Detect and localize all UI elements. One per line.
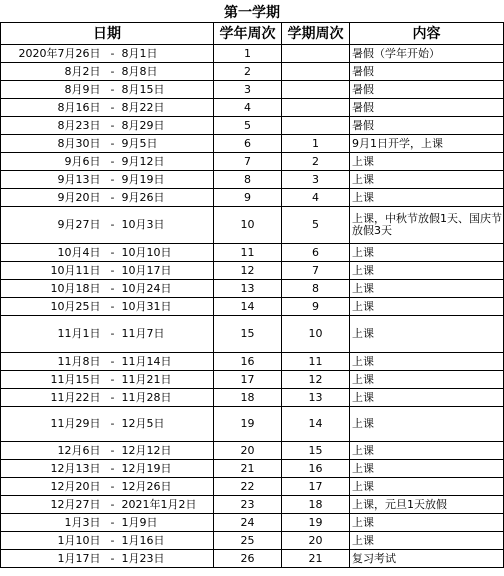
year-week-cell: 17 — [214, 371, 282, 389]
date-separator-cell: - — [105, 135, 121, 153]
table-row — [1, 45, 504, 63]
date-separator-cell: - — [105, 262, 121, 280]
content-cell: 上课 — [350, 171, 504, 189]
table-row — [1, 532, 504, 550]
start-date-cell: 11月29日 — [1, 407, 105, 442]
semester-week-cell: 2 — [282, 153, 350, 171]
content-cell: 上课，元旦1天放假 — [350, 496, 504, 514]
year-week-cell: 7 — [214, 153, 282, 171]
start-date-cell: 2020年7月26日 — [1, 45, 105, 63]
date-separator-cell: - — [105, 81, 121, 99]
header-content: 内容 — [350, 23, 504, 45]
start-date-cell: 10月11日 — [1, 262, 105, 280]
end-date-cell: 8月8日 — [121, 63, 214, 81]
table-row — [1, 371, 504, 389]
end-date-cell: 1月9日 — [121, 514, 214, 532]
end-date-cell: 10月10日 — [121, 244, 214, 262]
start-date-cell: 11月22日 — [1, 389, 105, 407]
year-week-cell: 13 — [214, 280, 282, 298]
table-row — [1, 550, 504, 568]
content-cell: 上课 — [350, 389, 504, 407]
semester-week-cell: 4 — [282, 189, 350, 207]
semester-week-cell: 16 — [282, 460, 350, 478]
year-week-cell: 20 — [214, 442, 282, 460]
table-row — [1, 63, 504, 81]
semester-week-cell: 14 — [282, 407, 350, 442]
end-date-cell: 12月5日 — [121, 407, 214, 442]
end-date-cell: 8月1日 — [121, 45, 214, 63]
start-date-cell: 8月9日 — [1, 81, 105, 99]
year-week-cell: 11 — [214, 244, 282, 262]
year-week-cell: 9 — [214, 189, 282, 207]
content-cell: 上课 — [350, 514, 504, 532]
table-row — [1, 460, 504, 478]
semester-week-cell: 6 — [282, 244, 350, 262]
end-date-cell: 11月7日 — [121, 316, 214, 353]
content-cell: 上课 — [350, 353, 504, 371]
content-cell: 上课 — [350, 280, 504, 298]
start-date-cell: 9月6日 — [1, 153, 105, 171]
start-date-cell: 8月30日 — [1, 135, 105, 153]
content-cell: 上课 — [350, 371, 504, 389]
date-separator-cell: - — [105, 550, 121, 568]
table-row — [1, 244, 504, 262]
date-separator-cell: - — [105, 407, 121, 442]
table-row — [1, 496, 504, 514]
year-week-cell: 8 — [214, 171, 282, 189]
table-row — [1, 353, 504, 371]
semester-week-cell: 11 — [282, 353, 350, 371]
table-row — [1, 153, 504, 171]
header-row — [1, 23, 504, 45]
start-date-cell: 1月17日 — [1, 550, 105, 568]
date-separator-cell: - — [105, 442, 121, 460]
semester-week-cell: 3 — [282, 171, 350, 189]
start-date-cell: 8月23日 — [1, 117, 105, 135]
year-week-cell: 3 — [214, 81, 282, 99]
end-date-cell: 2021年1月2日 — [121, 496, 214, 514]
date-separator-cell: - — [105, 153, 121, 171]
date-separator-cell: - — [105, 189, 121, 207]
end-date-cell: 8月29日 — [121, 117, 214, 135]
year-week-cell: 18 — [214, 389, 282, 407]
start-date-cell: 12月27日 — [1, 496, 105, 514]
end-date-cell: 12月26日 — [121, 478, 214, 496]
end-date-cell: 10月24日 — [121, 280, 214, 298]
start-date-cell: 10月18日 — [1, 280, 105, 298]
semester-week-cell: 1 — [282, 135, 350, 153]
end-date-cell: 10月3日 — [121, 207, 214, 244]
sheet-title: 第一学期 — [224, 4, 281, 21]
content-cell: 上课 — [350, 478, 504, 496]
table-row — [1, 316, 504, 353]
start-date-cell: 9月20日 — [1, 189, 105, 207]
start-date-cell: 11月1日 — [1, 316, 105, 353]
date-separator-cell: - — [105, 171, 121, 189]
date-separator-cell: - — [105, 207, 121, 244]
semester-week-cell: 13 — [282, 389, 350, 407]
end-date-cell: 10月31日 — [121, 298, 214, 316]
end-date-cell: 9月5日 — [121, 135, 214, 153]
year-week-cell: 15 — [214, 316, 282, 353]
content-cell: 上课 — [350, 244, 504, 262]
table-row — [1, 117, 504, 135]
date-separator-cell: - — [105, 496, 121, 514]
content-cell: 上课 — [350, 298, 504, 316]
start-date-cell: 10月25日 — [1, 298, 105, 316]
date-separator-cell: - — [105, 460, 121, 478]
date-separator-cell: - — [105, 298, 121, 316]
date-separator-cell: - — [105, 371, 121, 389]
date-separator-cell: - — [105, 280, 121, 298]
content-cell: 上课 — [350, 460, 504, 478]
start-date-cell: 12月20日 — [1, 478, 105, 496]
semester-week-cell: 10 — [282, 316, 350, 353]
end-date-cell: 1月23日 — [121, 550, 214, 568]
start-date-cell: 8月2日 — [1, 63, 105, 81]
start-date-cell: 9月13日 — [1, 171, 105, 189]
table-row — [1, 298, 504, 316]
table-row — [1, 442, 504, 460]
title-row — [1, 3, 504, 23]
year-week-cell: 25 — [214, 532, 282, 550]
year-week-cell: 6 — [214, 135, 282, 153]
table-row — [1, 407, 504, 442]
end-date-cell: 12月12日 — [121, 442, 214, 460]
end-date-cell: 9月19日 — [121, 171, 214, 189]
start-date-cell: 12月13日 — [1, 460, 105, 478]
year-week-cell: 2 — [214, 63, 282, 81]
table-row — [1, 99, 504, 117]
table-row — [1, 135, 504, 153]
start-date-cell: 1月3日 — [1, 514, 105, 532]
end-date-cell: 11月21日 — [121, 371, 214, 389]
table-row — [1, 514, 504, 532]
date-separator-cell: - — [105, 478, 121, 496]
year-week-cell: 22 — [214, 478, 282, 496]
semester-week-cell: 12 — [282, 371, 350, 389]
semester-week-cell: 7 — [282, 262, 350, 280]
semester-week-cell: 5 — [282, 207, 350, 244]
table-row — [1, 207, 504, 244]
semester-week-cell: 19 — [282, 514, 350, 532]
date-separator-cell: - — [105, 63, 121, 81]
semester-week-cell: 15 — [282, 442, 350, 460]
year-week-cell: 1 — [214, 45, 282, 63]
year-week-cell: 14 — [214, 298, 282, 316]
semester-week-cell — [282, 99, 350, 117]
header-date: 日期 — [1, 23, 214, 45]
content-cell: 暑假 — [350, 63, 504, 81]
start-date-cell: 9月27日 — [1, 207, 105, 244]
content-cell: 复习考试 — [350, 550, 504, 568]
content-cell: 上课 — [350, 189, 504, 207]
date-separator-cell: - — [105, 353, 121, 371]
year-week-cell: 5 — [214, 117, 282, 135]
date-separator-cell: - — [105, 316, 121, 353]
date-separator-cell: - — [105, 514, 121, 532]
date-separator-cell: - — [105, 532, 121, 550]
content-cell: 上课 — [350, 262, 504, 280]
table-row — [1, 280, 504, 298]
date-separator-cell: - — [105, 99, 121, 117]
year-week-cell: 12 — [214, 262, 282, 280]
year-week-cell: 10 — [214, 207, 282, 244]
end-date-cell: 9月26日 — [121, 189, 214, 207]
content-cell: 上课 — [350, 532, 504, 550]
end-date-cell: 11月28日 — [121, 389, 214, 407]
start-date-cell: 8月16日 — [1, 99, 105, 117]
content-cell: 暑假 — [350, 99, 504, 117]
table-row — [1, 478, 504, 496]
semester-week-cell: 17 — [282, 478, 350, 496]
date-separator-cell: - — [105, 244, 121, 262]
end-date-cell: 1月16日 — [121, 532, 214, 550]
semester-week-cell — [282, 81, 350, 99]
end-date-cell: 8月15日 — [121, 81, 214, 99]
date-separator-cell: - — [105, 117, 121, 135]
year-week-cell: 16 — [214, 353, 282, 371]
semester-week-cell: 20 — [282, 532, 350, 550]
content-cell: 上课 — [350, 316, 504, 353]
start-date-cell: 11月8日 — [1, 353, 105, 371]
semester-week-cell: 21 — [282, 550, 350, 568]
end-date-cell: 12月19日 — [121, 460, 214, 478]
start-date-cell: 11月15日 — [1, 371, 105, 389]
end-date-cell: 8月22日 — [121, 99, 214, 117]
header-year-week: 学年周次 — [214, 23, 282, 45]
header-semester-week: 学期周次 — [282, 23, 350, 45]
year-week-cell: 4 — [214, 99, 282, 117]
end-date-cell: 11月14日 — [121, 353, 214, 371]
start-date-cell: 10月4日 — [1, 244, 105, 262]
year-week-cell: 23 — [214, 496, 282, 514]
year-week-cell: 24 — [214, 514, 282, 532]
start-date-cell: 12月6日 — [1, 442, 105, 460]
end-date-cell: 10月17日 — [121, 262, 214, 280]
table-row — [1, 389, 504, 407]
start-date-cell: 1月10日 — [1, 532, 105, 550]
content-cell: 暑假 — [350, 117, 504, 135]
semester-week-cell — [282, 45, 350, 63]
content-cell: 上课，中秋节放假1天、国庆节放假3天 — [350, 207, 504, 244]
table-row — [1, 81, 504, 99]
content-cell: 上课 — [350, 407, 504, 442]
year-week-cell: 26 — [214, 550, 282, 568]
semester-week-cell: 9 — [282, 298, 350, 316]
content-cell: 9月1日开学，上课 — [350, 135, 504, 153]
semester-week-cell: 18 — [282, 496, 350, 514]
year-week-cell: 21 — [214, 460, 282, 478]
semester-week-cell: 8 — [282, 280, 350, 298]
year-week-cell: 19 — [214, 407, 282, 442]
table-row — [1, 262, 504, 280]
date-separator-cell: - — [105, 45, 121, 63]
semester-schedule-table — [0, 3, 504, 568]
date-separator-cell: - — [105, 389, 121, 407]
table-row — [1, 189, 504, 207]
content-cell: 上课 — [350, 442, 504, 460]
end-date-cell: 9月12日 — [121, 153, 214, 171]
semester-week-cell — [282, 117, 350, 135]
semester-week-cell — [282, 63, 350, 81]
table-row — [1, 171, 504, 189]
content-cell: 上课 — [350, 153, 504, 171]
content-cell: 暑假（学年开始） — [350, 45, 504, 63]
content-cell: 暑假 — [350, 81, 504, 99]
